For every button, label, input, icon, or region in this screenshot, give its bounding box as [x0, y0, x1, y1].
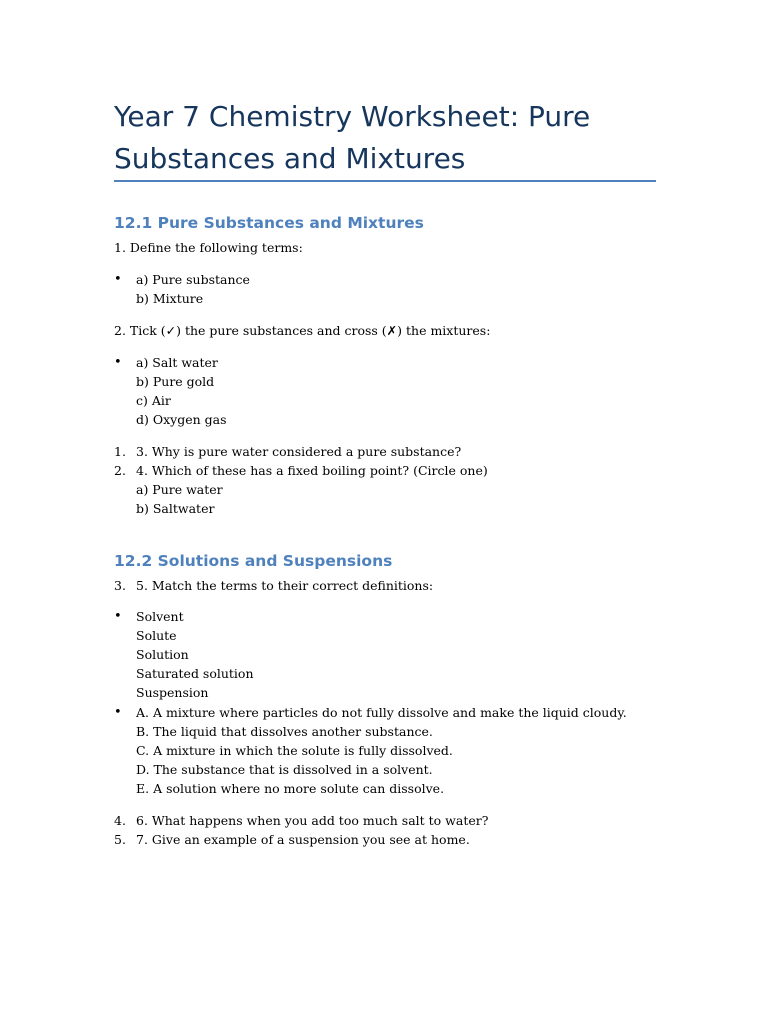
list-item: a) Salt water: [136, 355, 218, 370]
definition-item: B. The liquid that dissolves another substance.: [136, 724, 433, 739]
list-number: 4.: [114, 813, 126, 828]
term-item: Solution: [136, 647, 189, 662]
question-1: 1. Define the following terms:: [114, 240, 303, 255]
definition-item: A. A mixture where particles do not fully dissolve and make the liquid cloudy.: [136, 705, 627, 720]
definition-item: D. The substance that is dissolved in a solvent.: [136, 762, 433, 777]
list-item: b) Mixture: [136, 291, 204, 306]
term-item: Solute: [136, 628, 177, 643]
term-item: Suspension: [136, 685, 209, 700]
list-item: b) Saltwater: [136, 501, 215, 516]
bullet-icon: •: [114, 355, 122, 370]
list-number: 1.: [114, 444, 126, 459]
term-item: Solvent: [136, 609, 184, 624]
list-number: 2.: [114, 463, 126, 478]
title-underline: [114, 180, 656, 182]
list-item: d) Oxygen gas: [136, 412, 227, 427]
question-3: 3. Why is pure water considered a pure substance?: [136, 444, 462, 459]
section-heading-1: 12.1 Pure Substances and Mixtures: [114, 214, 424, 232]
term-item: Saturated solution: [136, 666, 254, 681]
list-item: a) Pure water: [136, 482, 223, 497]
definition-item: E. A solution where no more solute can dissolve.: [136, 781, 445, 796]
list-item: c) Air: [136, 393, 171, 408]
list-number: 5.: [114, 832, 126, 847]
bullet-icon: •: [114, 272, 122, 287]
question-7: 7. Give an example of a suspension you see at home.: [136, 832, 470, 847]
question-4: 4. Which of these has a fixed boiling point? (Circle one): [136, 463, 488, 478]
question-2: 2. Tick (✓) the pure substances and cross (✗) the mixtures:: [114, 323, 491, 338]
section-heading-2: 12.2 Solutions and Suspensions: [114, 552, 393, 570]
list-number: 3.: [114, 578, 126, 593]
bullet-icon: •: [114, 609, 122, 624]
definition-item: C. A mixture in which the solute is fully dissolved.: [136, 743, 453, 758]
title-line-1: Year 7 Chemistry Worksheet: Pure: [114, 100, 591, 133]
question-5: 5. Match the terms to their correct definitions:: [136, 578, 434, 593]
title-line-2: Substances and Mixtures: [114, 142, 466, 175]
bullet-icon: •: [114, 705, 122, 720]
list-item: a) Pure substance: [136, 272, 250, 287]
document-title: [114, 96, 656, 180]
question-6: 6. What happens when you add too much salt to water?: [136, 813, 489, 828]
list-item: b) Pure gold: [136, 374, 215, 389]
